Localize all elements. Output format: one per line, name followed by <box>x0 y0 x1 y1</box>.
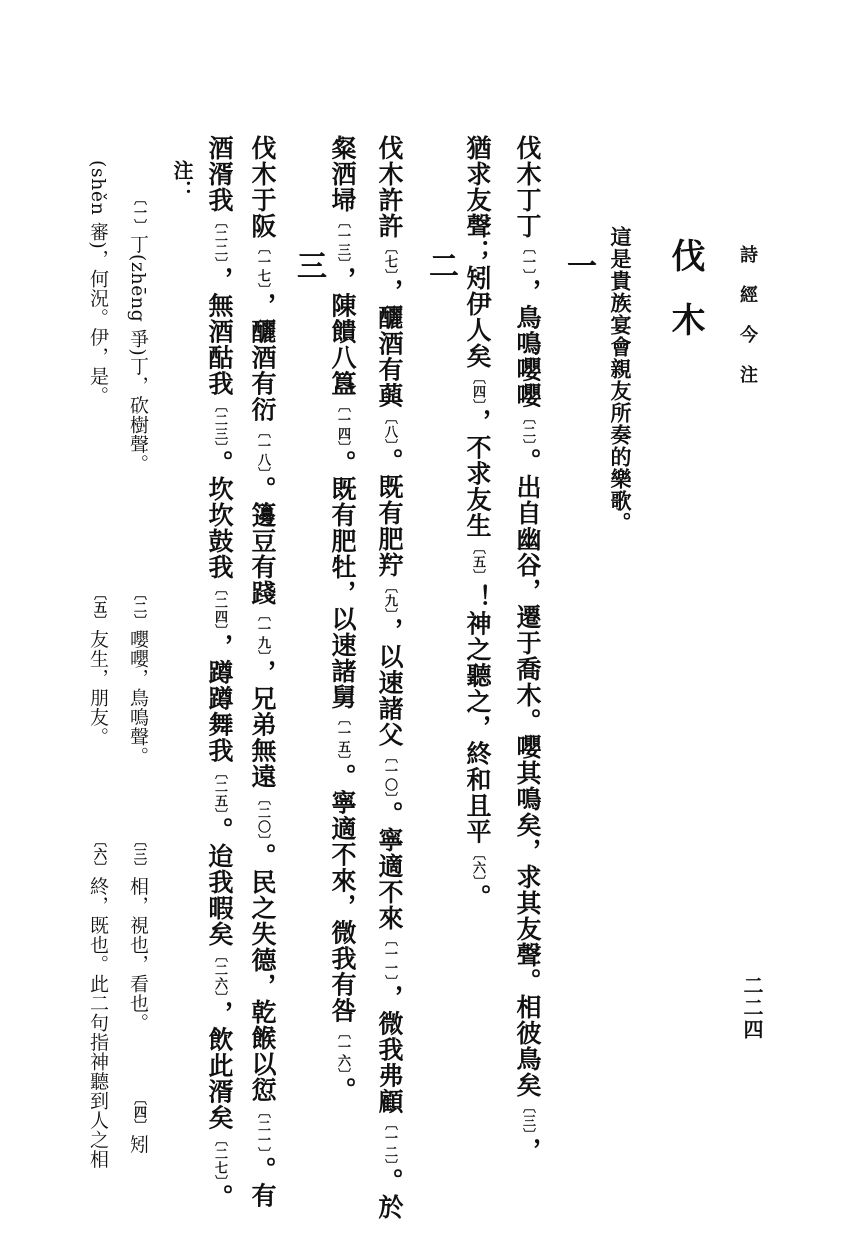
note-item: 〔五〕友生，朋友。 <box>87 587 109 747</box>
verse-line: 酒湑我〔二二〕，無酒酤我〔二三〕。坎坎鼓我〔二四〕，蹲蹲舞我〔二五〕。迨我暇矣〔二六〕，飲此湑矣〔二七〕。 <box>205 135 234 1210</box>
note-marker: 〔五〕 <box>470 540 485 583</box>
note-marker: 〔二七〕 <box>212 1132 227 1182</box>
note-marker: 〔八〕 <box>382 410 397 446</box>
note-marker: 〔七〕 <box>382 241 397 277</box>
note-marker: 〔一八〕 <box>255 424 270 474</box>
note-marker: 〔一二〕 <box>382 1116 397 1166</box>
note-item: (shěn 審)，何況。伊，是。 <box>87 160 109 406</box>
poem-preface: 這是貴族宴會親友所奏的樂歌。 <box>608 226 633 534</box>
note-item: 〔四〕矧 <box>127 1092 149 1154</box>
note-marker: 〔一三〕 <box>335 215 350 265</box>
running-title: 詩經今注 <box>737 245 758 405</box>
note-item: 〔一〕丁(zhēng 爭)丁，砍樹聲。 <box>127 192 149 474</box>
note-marker: 〔二五〕 <box>212 765 227 815</box>
note-marker: 〔四〕 <box>470 371 485 407</box>
poem-title: 伐木 <box>665 238 705 366</box>
verse-line: 伐木丁丁〔一〕，鳥鳴嚶嚶〔二〕。出自幽谷，遷于喬木。嚶其鳴矣，求其友聲。相彼鳥矣〔三〕， <box>513 135 542 1164</box>
note-marker: 〔二三〕 <box>212 398 227 448</box>
note-item: 〔六〕終，既也。此二句指神聽到人之相 <box>87 834 109 1169</box>
verse-line: 伐木于阪〔一七〕，釃酒有衍〔一八〕。籩豆有踐〔一九〕，兄弟無遠〔二〇〕。民之失德，乾餱以愆〔二一〕。有 <box>248 135 277 1209</box>
stanza-number-3: 三 <box>291 250 326 280</box>
note-marker: 〔一〇〕 <box>382 749 397 799</box>
page-number: 二二四 <box>740 975 764 1041</box>
stanza-number-2: 二 <box>423 250 458 280</box>
notes-label: 注： <box>170 160 194 200</box>
note-marker: 〔二〕 <box>520 410 535 446</box>
note-marker: 〔二一〕 <box>255 1105 270 1155</box>
note-marker: 〔六〕 <box>470 846 485 882</box>
note-item: 〔三〕相，視也，看也。 <box>127 834 149 1033</box>
note-marker: 〔二〇〕 <box>255 791 270 841</box>
note-item: 〔二〕嚶嚶，鳥鳴聲。 <box>127 587 149 766</box>
note-marker: 〔二二〕 <box>212 215 227 265</box>
stanza-number-1: 一 <box>561 250 596 280</box>
verse-line: 伐木許許〔七〕，釃酒有藇〔八〕。既有肥羜〔九〕，以速諸父〔一〇〕。寧適不來〔一一〕，微我弗顧〔一二〕。於 <box>375 135 404 1220</box>
note-marker: 〔一五〕 <box>335 712 350 762</box>
verse-line: 粲洒埽〔一三〕，陳饋八簋〔一四〕。既有肥牡，以速諸舅〔一五〕。寧適不來，微我有咎〔一六〕。 <box>328 135 357 1103</box>
note-marker: 〔一六〕 <box>335 1025 350 1075</box>
note-marker: 〔一四〕 <box>335 398 350 448</box>
note-marker: 〔一九〕 <box>255 608 270 658</box>
note-marker: 〔一一〕 <box>382 933 397 983</box>
note-marker: 〔九〕 <box>382 580 397 616</box>
verse-line: 猶求友聲；矧伊人矣〔四〕，不求友生〔五〕！神之聽之，終和且平〔六〕。 <box>463 135 492 910</box>
note-marker: 〔三〕 <box>520 1100 535 1136</box>
note-marker: 〔二四〕 <box>212 582 227 632</box>
note-marker: 〔一七〕 <box>255 241 270 291</box>
note-marker: 〔一〕 <box>520 241 535 277</box>
note-marker: 〔二六〕 <box>212 949 227 999</box>
